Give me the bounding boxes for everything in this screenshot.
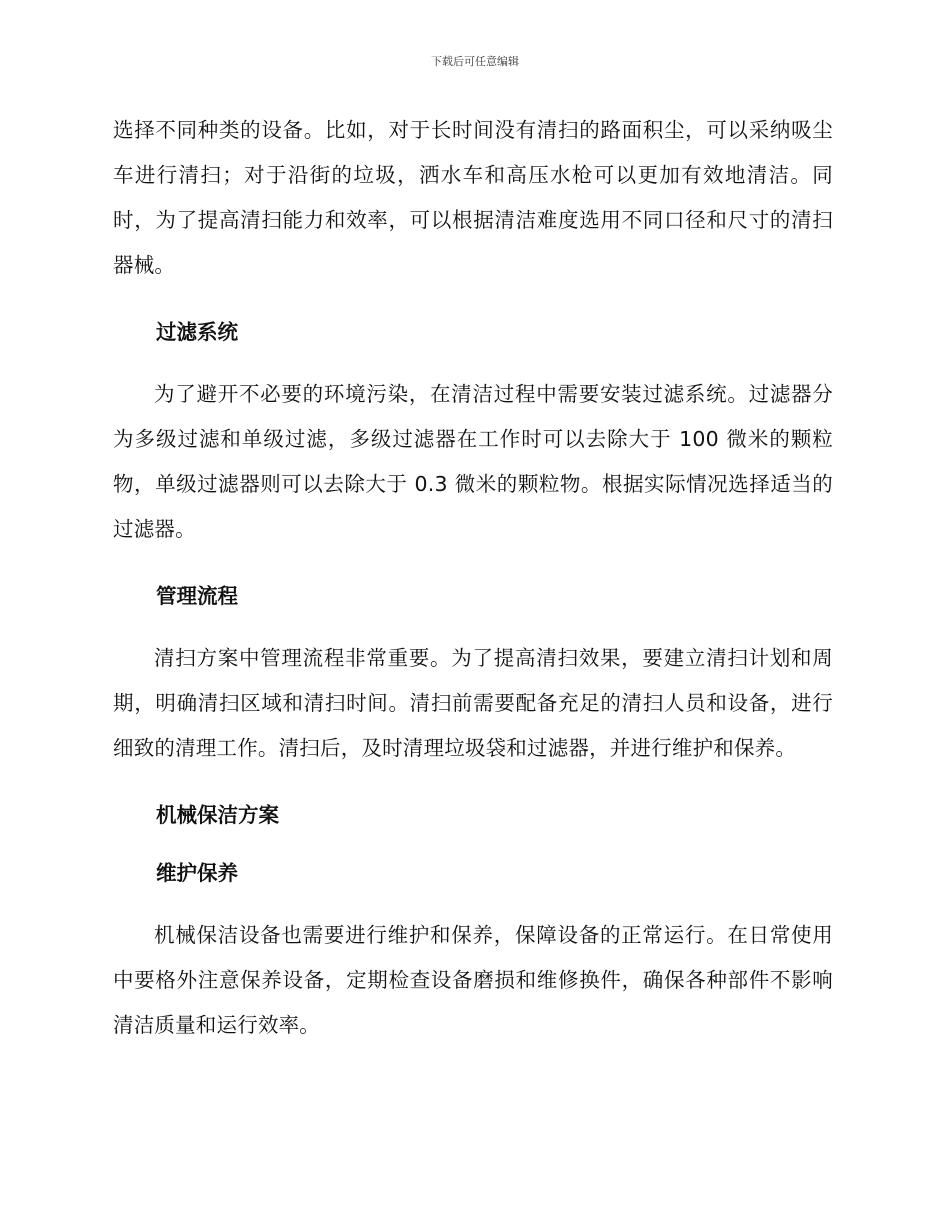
section-heading-maintenance: 维护保养 — [156, 861, 238, 885]
paragraph-maintenance: 机械保洁设备也需要进行维护和保养，保障设备的正常运行。在日常使用中要格外注意保养设备，定期检查设备磨损和维修换件，确保各种部件不影响清洁质量和运行效率。 — [113, 923, 833, 1037]
paragraph-intro: 选择不同种类的设备。比如，对于长时间没有清扫的路面积尘，可以采纳吸尘车进行清扫；对于沿街的垃圾，洒水车和高压水枪可以更加有效地清洁。同时，为了提高清扫能力和效率，可以根据清洁难度选用不同口径和尺寸的清扫器械。 — [113, 118, 833, 277]
page-header: 下载后可任意编辑 — [431, 55, 519, 68]
paragraph-management-process: 清扫方案中管理流程非常重要。为了提高清扫效果，要建立清扫计划和周期，明确清扫区域和清扫时间。清扫前需要配备充足的清扫人员和设备，进行细致的清理工作。清扫后，及时清理垃圾袋和过滤器，并进行维护和保养。 — [113, 646, 833, 760]
paragraph-filter-system: 为了避开不必要的环境污染，在清洁过程中需要安装过滤系统。过滤器分为多级过滤和单级过滤，多级过滤器在工作时可以去除大于 100 微米的颗粒物，单级过滤器则可以去除大于 0.3 微米的颗粒物。根据实际情况选择适当的过滤器。 — [113, 382, 833, 541]
section-heading-machine-cleaning-plan: 机械保洁方案 — [156, 803, 279, 827]
document-body — [113, 108, 833, 1048]
section-heading-management-process: 管理流程 — [156, 584, 238, 608]
section-heading-filter-system: 过滤系统 — [156, 320, 238, 344]
